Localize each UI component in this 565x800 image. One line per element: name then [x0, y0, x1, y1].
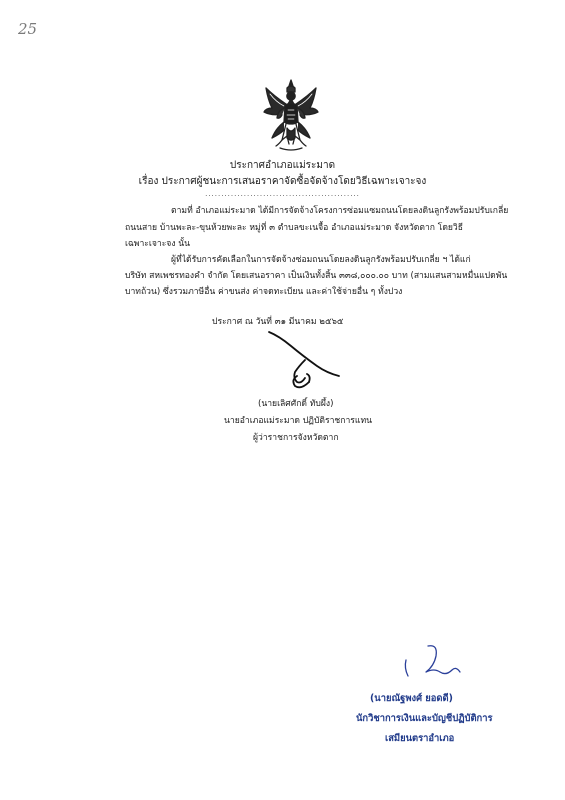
para2-line3: บาทถ้วน) ซึ่งรวมภาษีอื่น ค่าขนส่ง ค่าจดทะเบียน และค่าใช้จ่ายอื่น ๆ ทั้งปวง	[125, 287, 403, 297]
para1-line3: เฉพาะเจาะจง นั้น	[125, 239, 191, 249]
para2-line1: ผู้ที่ได้รับการคัดเลือกในการจัดจ้างซ่อมถนนโดยลงดินลูกรังพร้อมปรับเกลี่ย ฯ ได้แก่	[171, 255, 471, 265]
stamp-certify: เสมียนตราอำเภอ	[385, 733, 455, 744]
para1-line2: ถนนสาย บ้านพะละ-ขุนห้วยพะละ หมู่ที่ ๓ ตำบลขะเนจื้อ อำเภอแม่ระมาด จังหวัดตาก โดยวิธี	[125, 223, 464, 233]
announce-date: ประกาศ ณ วันที่ ๓๑ มีนาคม ๒๕๖๕	[212, 317, 344, 327]
signatory-title2: ผู้ว่าราชการจังหวัดตาก	[253, 433, 339, 443]
subject-title: เรื่อง ประกาศผู้ชนะการเสนอราคาจัดซื้อจัดจ้างโดยวิธีเฉพาะเจาะจง	[138, 176, 427, 187]
office-title: ประกาศอำเภอแม่ระมาด	[229, 160, 336, 171]
garuda-emblem-icon	[262, 78, 320, 154]
page-number: 25	[18, 20, 38, 38]
para1-line1: ตามที่ อำเภอแม่ระมาด ได้มีการจัดจ้างโครงการซ่อมแซมถนนโดยลงดินลูกรังพร้อมปรับเกลี่ย	[171, 206, 509, 216]
certified-copy-signature	[392, 642, 472, 686]
signatory-title1: นายอำเภอแม่ระมาด ปฏิบัติราชการแทน	[224, 416, 372, 426]
para2-line2: บริษัท สหเพชรทองคำ จำกัด โดยเสนอราคา เป็นเงินทั้งสิ้น ๓๓๘,๐๐๐.๐๐ บาท (สามแสนสามหมื่นแปดพัน	[125, 271, 508, 281]
separator-dots: ................................................	[205, 190, 360, 198]
signatory-name: (นายเลิศศักดิ์ ทับผึ้ง)	[258, 399, 334, 409]
stamp-position: นักวิชาการเงินและบัญชีปฏิบัติการ	[356, 713, 493, 724]
stamp-name: (นายณัฐพงศ์ ยอดดี)	[370, 693, 453, 704]
handwritten-signature	[265, 326, 345, 396]
